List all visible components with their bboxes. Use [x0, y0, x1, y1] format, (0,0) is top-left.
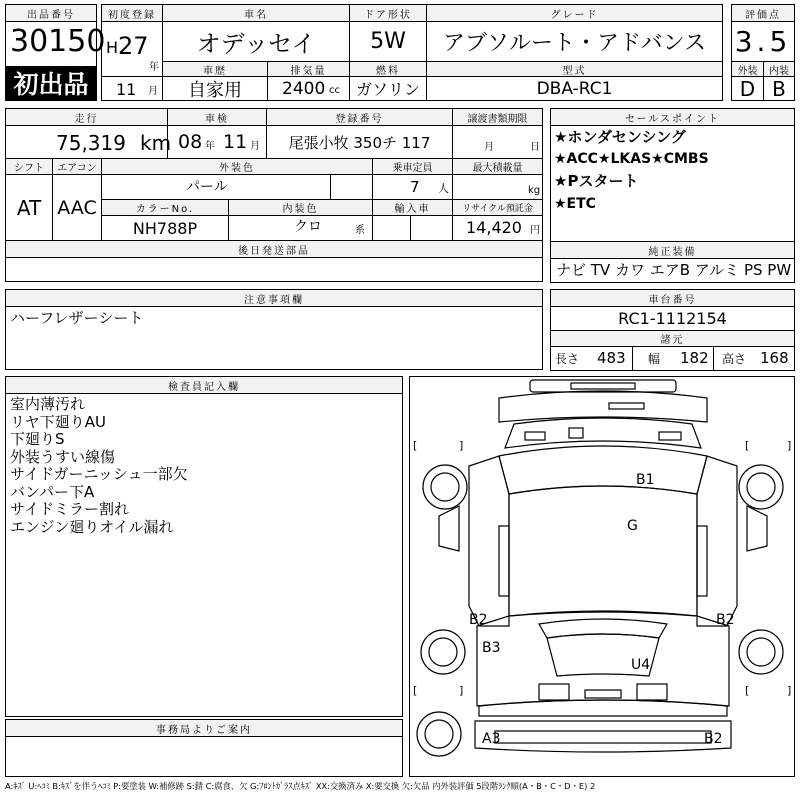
dims-label: 諸元 — [550, 330, 795, 347]
inspector-note: バンパー下A — [10, 482, 95, 501]
inspector-note: 室内薄汚れ — [10, 395, 86, 413]
ext-color-divider — [330, 174, 373, 200]
era: H — [106, 38, 119, 57]
chassis-label: 車台番号 — [550, 289, 795, 307]
int-grade: B — [763, 76, 795, 101]
import-label: 輸入車 — [372, 199, 453, 216]
svg-text:[: [ — [745, 684, 750, 697]
first-reg-month: 11 — [116, 80, 137, 99]
ac: AAC — [52, 174, 102, 241]
width: 182 — [680, 349, 709, 367]
transfer-month-unit: 月 — [484, 142, 494, 153]
transfer-label: 譲渡書類期限 — [452, 108, 543, 126]
inspector-notes — [10, 396, 188, 536]
year-unit: 年 — [149, 62, 159, 73]
sales-point: ★ACC★LKAS★CMBS — [554, 151, 709, 167]
max-load-unit: kg — [528, 185, 541, 196]
inspector-note: 外装うすい線傷 — [10, 447, 116, 466]
ext-grade-label: 外装 — [731, 61, 764, 77]
int-color-unit: 系 — [355, 225, 365, 236]
width-label: 幅 — [648, 352, 661, 366]
recycle-amount: 14,420 — [466, 218, 522, 237]
mileage-unit: km — [140, 131, 172, 155]
first-reg-year: 27 — [118, 32, 149, 60]
svg-text:[: [ — [745, 439, 750, 452]
car-name-label: 車名 — [162, 4, 350, 22]
office-box — [5, 736, 403, 777]
car-name: オデッセイ — [162, 21, 350, 62]
inspector-note: リヤ下廻りAU — [10, 412, 106, 431]
length-label: 長さ — [555, 352, 580, 366]
score-label: 評価点 — [731, 4, 795, 22]
mileage: 75,319 — [56, 131, 126, 155]
history: 自家用 — [162, 76, 268, 101]
inspector-label: 検査員記入欄 — [5, 376, 403, 394]
grade-label: グレード — [426, 4, 723, 22]
shift-label: シフト — [5, 158, 53, 175]
equipment: ナビ TV カワ エアB アルミ PS PW — [556, 261, 792, 279]
inspection-label: 車検 — [167, 108, 267, 126]
damage-mark-u4: U4 — [631, 657, 651, 673]
damage-mark-a3: A3 — [482, 731, 501, 747]
capacity: 7 — [410, 178, 420, 196]
svg-text:]: ] — [459, 439, 464, 452]
svg-text:]: ] — [787, 439, 792, 452]
first-reg-month-box — [101, 76, 163, 101]
door-label: ドア形状 — [349, 4, 427, 22]
damage-mark-b2-bottom: B2 — [704, 731, 723, 747]
int-grade-label: 内装 — [763, 61, 795, 77]
inspection-year-unit: 年 — [205, 141, 215, 152]
damage-mark-b3: B3 — [482, 640, 501, 656]
mileage-label: 走行 — [5, 108, 168, 126]
inspection-month: 11 — [223, 131, 248, 153]
int-color: クロ — [294, 219, 322, 235]
later-parts-label: 後日発送部品 — [5, 240, 543, 258]
sales-point: ★ホンダセンシング — [554, 128, 686, 146]
svg-text:]: ] — [787, 684, 792, 697]
length: 483 — [597, 349, 626, 367]
damage-mark-b1: B1 — [636, 472, 655, 488]
plate: 尾張小牧 350チ 117 — [266, 125, 453, 159]
ext-grade: D — [731, 76, 764, 101]
office-label: 事務局よりご案内 — [5, 719, 403, 737]
model-label: 型式 — [426, 61, 723, 77]
first-reg-label: 初度登録 — [101, 4, 163, 22]
plate-label: 登録番号 — [266, 108, 453, 126]
inspector-note: エンジン廻りオイル漏れ — [10, 517, 174, 536]
ext-color: パール — [186, 179, 228, 195]
svg-text:[: [ — [413, 439, 418, 452]
score: 3.5 — [731, 21, 795, 62]
sales-point: ★Pスタート — [554, 172, 639, 190]
displacement: 2400 — [282, 79, 326, 99]
recycle-label: リサイクル預託金 — [452, 199, 543, 216]
disp-unit: cc — [329, 85, 340, 96]
caution-note: ハーフレザーシート — [10, 309, 144, 327]
damage-mark-b2-left: B2 — [469, 612, 488, 628]
damage-mark-g: G — [627, 518, 638, 534]
inspector-note: サイドガーニッシュ一部欠 — [10, 465, 188, 483]
max-load-label: 最大積載量 — [452, 158, 543, 175]
ext-color-label: 外装色 — [101, 158, 373, 175]
model: DBA-RC1 — [426, 76, 723, 101]
height: 168 — [760, 349, 789, 367]
door-type: 5W — [349, 21, 427, 62]
import-divider — [410, 215, 453, 241]
lot-label: 出品番号 — [5, 4, 97, 22]
inspection-month-unit: 月 — [250, 141, 260, 152]
sales-points-label: セールスポイント — [550, 108, 795, 126]
svg-text:[: [ — [413, 684, 418, 697]
shift: AT — [5, 174, 53, 241]
history-label: 車歴 — [162, 61, 268, 77]
damage-mark-b2-right: B2 — [716, 612, 735, 628]
fuel: ガソリン — [349, 76, 427, 101]
inspector-note: サイドミラー割れ — [10, 500, 129, 518]
fuel-label: 燃料 — [349, 61, 427, 77]
svg-text:]: ] — [459, 684, 464, 697]
transfer-day-unit: 日 — [530, 142, 540, 153]
disp-label: 排気量 — [267, 61, 350, 77]
equipment-label: 純正装備 — [550, 241, 795, 259]
recycle-unit: 円 — [530, 225, 540, 236]
capacity-unit: 人 — [438, 182, 449, 195]
chassis-number: RC1-1112154 — [550, 306, 795, 331]
first-listing-badge: 初出品 — [6, 66, 96, 100]
inspector-note: 下廻りS — [10, 430, 65, 448]
inspection-year: 08 — [178, 131, 203, 153]
color-no: NH788P — [101, 215, 229, 241]
capacity-label: 乗車定員 — [372, 158, 453, 175]
ac-label: エアコン — [52, 158, 102, 175]
lot-number: 30150 — [10, 24, 106, 59]
grade: アブソルート・アドバンス — [426, 21, 723, 62]
later-parts-box — [5, 257, 543, 282]
int-color-label: 内装色 — [228, 199, 373, 216]
legend: A:ｷｽﾞ U:ﾍｺﾐ B:ｷｽﾞを伴うﾍｺﾐ P:要塗装 W:補修跡 S:錆 C:腐食、欠 G:ﾌﾛﾝﾄｶﾞﾗｽ点ｷｽﾞ XX:交換済み X:要交換 欠:欠品 内外装評価 5段階ﾗﾝｸ順(A・B・C・D・E) 2 — [5, 781, 596, 791]
caution-label: 注意事項欄 — [5, 289, 543, 307]
sales-point: ★ETC — [554, 196, 596, 212]
height-label: 高さ — [722, 352, 747, 366]
month-unit: 月 — [148, 86, 158, 97]
car-diagram — [409, 376, 795, 777]
color-no-label: カラーNo. — [101, 199, 229, 216]
